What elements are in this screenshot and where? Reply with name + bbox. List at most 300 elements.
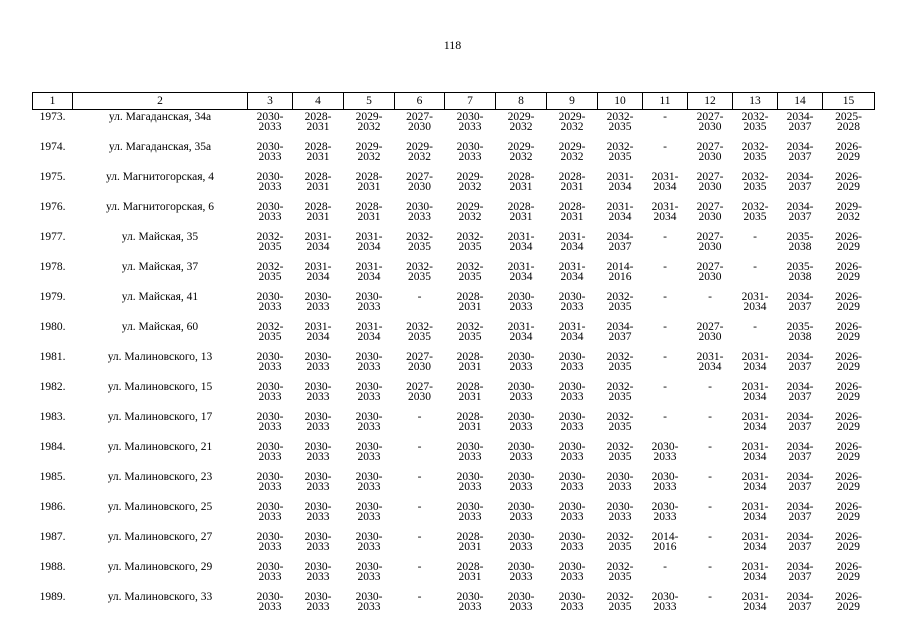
period-start: 2028- [456,411,484,423]
period-start: 2030- [256,411,284,423]
period-cell [547,200,598,230]
row-number: 1977. [39,231,66,243]
period-start: 2029- [456,171,484,183]
period-end: 2030 [408,181,431,193]
period-end: 2034 [306,271,330,283]
period-end: 2034 [608,181,632,193]
period-end: 2035 [608,421,632,433]
row-number: 1974. [39,141,66,153]
period-cell [293,140,344,170]
period-cell [598,530,643,560]
period-start: - [417,501,422,513]
period-end: 2035 [408,331,431,343]
period-end: 2033 [258,211,282,223]
period-cell [688,410,733,440]
period-end: 2034 [653,181,677,193]
period-cell [293,170,344,200]
period-start: 2034- [786,501,814,513]
row-number: 1988. [39,561,66,573]
period-end: 2016 [608,271,632,283]
period-end: 2033 [357,391,381,403]
period-cell [823,140,875,170]
period-end: 2029 [837,601,860,613]
period-cell [598,260,643,290]
period-end: 2029 [837,241,860,253]
period-start: 2030- [651,441,679,453]
period-cell [293,410,344,440]
period-start: 2034- [786,291,814,303]
period-cell [395,440,445,470]
period-start: 2031- [741,531,769,543]
period-cell [643,350,688,380]
period-cell [395,470,445,500]
column-header: 2 [73,93,248,110]
period-end: 2033 [458,601,482,613]
period-start: 2034- [786,441,814,453]
period-start: 2029- [406,141,433,153]
row-address: ул. Майская, 35 [121,231,199,243]
period-start: 2031- [741,561,769,573]
period-end: 2033 [653,601,677,613]
period-cell [598,200,643,230]
period-start: 2031- [606,201,634,213]
period-end: 2033 [560,481,584,493]
period-cell [823,200,875,230]
period-start: 2028- [507,171,535,183]
period-start: 2034- [786,381,814,393]
period-end: 2031 [560,211,584,223]
period-cell [778,530,823,560]
period-end: 2033 [258,571,282,583]
period-start: - [708,381,712,393]
period-cell [344,290,395,320]
period-start: 2030- [304,531,332,543]
period-start: 2026- [835,261,862,273]
period-end: 2029 [837,481,860,493]
period-cell [445,170,496,200]
period-cell [547,380,598,410]
period-start: 2030- [304,561,332,573]
period-start: 2026- [835,291,862,303]
period-start: 2028- [456,351,484,363]
period-start: 2032- [606,561,634,573]
table-row [33,350,875,380]
period-start: 2032- [406,321,433,333]
period-cell [688,230,733,260]
period-end: 2037 [608,331,632,343]
period-start: 2027- [696,141,724,153]
column-header: 9 [547,93,598,110]
period-end: 2037 [788,361,812,373]
table-row [33,470,875,500]
period-cell [688,200,733,230]
column-header: 5 [344,93,395,110]
period-cell [823,170,875,200]
period-end: 2030 [698,151,722,163]
period-end: 2035 [608,301,632,313]
period-start: 2031- [741,591,769,603]
period-start: 2029- [355,141,383,153]
period-start: 2026- [835,141,862,153]
period-cell [547,320,598,350]
period-cell [598,140,643,170]
period-cell [688,440,733,470]
period-cell [445,530,496,560]
period-start: 2034- [786,561,814,573]
period-cell [395,560,445,590]
period-cell [547,350,598,380]
period-start: - [417,291,422,303]
period-start: 2027- [406,111,433,123]
period-cell [823,380,875,410]
period-end: 2037 [788,541,812,553]
period-cell [248,470,293,500]
period-cell [733,440,778,470]
row-address: ул. Майская, 60 [121,321,199,333]
period-end: 2033 [357,451,381,463]
period-start: 2027- [696,261,724,273]
period-start: - [708,441,712,453]
period-cell [344,320,395,350]
period-cell [688,380,733,410]
period-cell [293,230,344,260]
period-cell [496,320,547,350]
table-row [33,110,875,141]
period-cell [733,560,778,590]
period-cell [733,290,778,320]
period-start: 2031- [741,381,769,393]
period-end: 2035 [608,121,632,133]
period-cell [445,260,496,290]
period-start: - [753,321,757,333]
period-cell [823,260,875,290]
period-start: 2030- [355,471,383,483]
period-end: 2030 [698,241,722,253]
period-end: 2034 [743,301,767,313]
period-start: 2032- [256,231,284,243]
period-start: 2030- [507,561,535,573]
period-end: 2033 [258,451,282,463]
period-cell [344,350,395,380]
period-start: - [417,441,422,453]
period-start: 2030- [256,171,284,183]
period-cell [293,470,344,500]
period-start: 2035- [786,261,814,273]
period-cell [547,230,598,260]
row-address: ул. Малиновского, 15 [107,381,213,393]
period-cell [823,110,875,141]
period-cell [293,380,344,410]
period-cell [643,590,688,620]
period-end: 2033 [258,481,282,493]
period-cell [344,440,395,470]
period-end: 2030 [408,361,431,373]
period-start: 2028- [355,171,383,183]
period-cell [688,260,733,290]
period-start: 2031- [507,261,535,273]
period-end: 2031 [458,541,482,553]
period-end: 2033 [560,391,584,403]
period-cell [496,380,547,410]
table-row [33,440,875,470]
period-cell [733,410,778,440]
period-end: 2037 [788,211,812,223]
period-cell [688,590,733,620]
period-start: 2029- [507,111,535,123]
period-cell [778,170,823,200]
period-cell [823,530,875,560]
period-start: 2031- [304,231,332,243]
period-start: 2026- [835,591,862,603]
period-start: 2031- [741,501,769,513]
period-end: 2030 [698,121,722,133]
period-cell [643,410,688,440]
period-end: 2035 [608,571,632,583]
period-cell [823,320,875,350]
row-address: ул. Малиновского, 21 [107,441,213,453]
period-cell [643,140,688,170]
period-start: - [417,471,422,483]
period-cell [395,320,445,350]
period-cell [823,410,875,440]
period-start: 2031- [696,351,724,363]
period-end: 2035 [743,121,767,133]
period-cell [496,290,547,320]
period-end: 2033 [509,511,533,523]
period-start: 2030- [456,591,484,603]
period-cell [344,500,395,530]
period-cell [598,470,643,500]
period-end: 2035 [458,271,482,283]
period-end: 2037 [788,601,812,613]
period-start: - [708,471,712,483]
period-cell [778,320,823,350]
period-end: 2035 [608,151,632,163]
period-end: 2032 [458,181,482,193]
period-start: 2031- [741,471,769,483]
period-cell [248,410,293,440]
period-start: - [417,531,422,543]
period-end: 2031 [458,361,482,373]
period-cell [395,590,445,620]
period-start: 2025- [835,111,862,123]
period-cell [547,590,598,620]
period-start: 2032- [256,261,284,273]
period-cell [733,110,778,141]
period-start: 2030- [256,531,284,543]
period-cell [293,200,344,230]
period-cell [395,170,445,200]
period-cell [643,470,688,500]
table-row [33,380,875,410]
period-cell [445,560,496,590]
period-start: 2030- [256,111,284,123]
period-start: 2030- [355,351,383,363]
period-start: - [708,291,712,303]
period-cell [445,380,496,410]
column-header: 6 [395,93,445,110]
row-address: ул. Малиновского, 17 [107,411,213,423]
period-start: 2032- [741,171,769,183]
period-cell [344,470,395,500]
period-start: 2032- [456,261,484,273]
period-cell [733,500,778,530]
period-cell [598,560,643,590]
period-end: 2032 [357,121,381,133]
period-start: 2034- [786,471,814,483]
period-end: 2034 [306,331,330,343]
period-cell [823,560,875,590]
period-start: 2030- [304,441,332,453]
period-cell [445,110,496,141]
period-cell [395,290,445,320]
period-cell [733,230,778,260]
period-end: 2031 [306,211,330,223]
period-cell [445,290,496,320]
period-end: 2037 [788,511,812,523]
period-start: 2031- [651,171,679,183]
period-cell [823,590,875,620]
period-start: - [663,411,667,423]
row-address: ул. Майская, 37 [121,261,199,273]
period-end: 2033 [458,151,482,163]
period-cell [598,110,643,141]
period-cell [496,470,547,500]
period-end: 2031 [458,571,482,583]
period-start: 2031- [304,261,332,273]
period-cell [643,230,688,260]
period-start: 2027- [696,201,724,213]
period-cell [733,260,778,290]
period-end: 2035 [608,541,632,553]
period-start: 2030- [256,351,284,363]
period-start: 2032- [606,381,634,393]
period-end: 2033 [653,451,677,463]
period-end: 2029 [837,301,860,313]
period-start: 2032- [741,141,769,153]
period-cell [344,170,395,200]
period-cell [547,260,598,290]
table-row [33,320,875,350]
period-start: - [708,501,712,513]
period-end: 2033 [560,301,584,313]
period-end: 2029 [837,571,860,583]
period-start: 2030- [507,501,535,513]
period-cell [248,140,293,170]
period-end: 2033 [357,301,381,313]
period-end: 2033 [306,301,330,313]
period-cell [496,230,547,260]
period-start: 2032- [456,231,484,243]
period-start: 2030- [606,501,634,513]
period-start: - [417,591,422,603]
period-end: 2035 [258,271,282,283]
period-cell [496,560,547,590]
period-cell [496,200,547,230]
period-start: 2032- [606,441,634,453]
period-start: 2014- [606,261,634,273]
period-start: 2028- [304,171,332,183]
period-cell [688,350,733,380]
table-row [33,200,875,230]
period-end: 2033 [258,511,282,523]
table-row [33,560,875,590]
period-start: 2030- [456,471,484,483]
period-end: 2035 [608,391,632,403]
period-start: 2032- [406,261,433,273]
period-start: 2030- [558,351,586,363]
period-cell [445,590,496,620]
period-start: 2028- [456,531,484,543]
column-header: 13 [733,93,778,110]
period-cell [778,110,823,141]
period-cell [344,260,395,290]
period-end: 2034 [743,481,767,493]
period-start: 2026- [835,231,862,243]
period-end: 2033 [357,361,381,373]
period-start: 2034- [786,171,814,183]
period-end: 2030 [698,211,722,223]
period-start: 2030- [304,291,332,303]
period-start: 2030- [651,501,679,513]
period-end: 2033 [509,541,533,553]
period-cell [248,320,293,350]
period-cell [344,560,395,590]
period-start: 2031- [741,411,769,423]
period-end: 2034 [743,391,767,403]
period-cell [395,530,445,560]
period-end: 2033 [458,121,482,133]
period-end: 2032 [509,121,533,133]
column-header: 3 [248,93,293,110]
period-start: - [753,231,757,243]
period-start: 2032- [456,321,484,333]
period-start: 2030- [355,591,383,603]
period-cell [496,140,547,170]
table-row [33,500,875,530]
period-start: 2031- [558,231,586,243]
period-start: 2028- [304,141,332,153]
period-cell [496,410,547,440]
row-address: ул. Магнитогорская, 4 [105,171,215,183]
period-start: 2029- [835,201,862,213]
period-start: 2030- [256,141,284,153]
period-end: 2031 [458,391,482,403]
period-cell [733,380,778,410]
period-start: 2034- [786,351,814,363]
column-header: 8 [496,93,547,110]
period-start: 2030- [256,501,284,513]
period-start: - [663,351,667,363]
period-cell [547,140,598,170]
period-end: 2033 [458,511,482,523]
period-cell [395,200,445,230]
row-number: 1978. [39,261,66,273]
period-cell [496,590,547,620]
period-cell [496,350,547,380]
period-start: 2031- [606,171,634,183]
column-header: 10 [598,93,643,110]
period-cell [688,500,733,530]
period-start: 2026- [835,531,862,543]
period-cell [248,380,293,410]
period-cell [688,470,733,500]
period-end: 2033 [653,511,677,523]
table-row [33,140,875,170]
period-cell [547,290,598,320]
period-end: 2035 [408,271,431,283]
period-start: 2028- [558,171,586,183]
